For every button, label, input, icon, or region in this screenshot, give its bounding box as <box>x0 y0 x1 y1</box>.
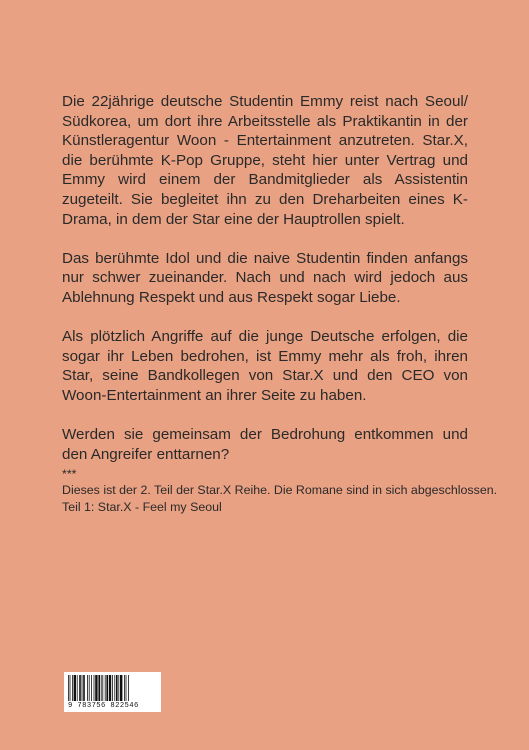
part-one-note: Teil 1: Star.X - Feel my Seoul <box>62 499 222 514</box>
barcode-bar <box>98 675 100 701</box>
blurb-paragraph-2: Das berühmte Idol und die naive Studentin finden anfangs nur schwer zueinander. Nach und nach wird jedoch aus Ablehnung Respekt und aus Respekt sogar Liebe. <box>62 249 468 306</box>
barcode-bar <box>116 675 118 701</box>
barcode-bar <box>112 675 113 701</box>
isbn-barcode <box>64 672 161 712</box>
blurb-paragraph-1: Die 22jährige deutsche Studentin Emmy reist nach Seoul/ Südkorea, um dort ihre Arbeitsstelle als Praktikantin in der Künstleragentur Woon - Entertainment anzutreten. Star.X, die berühmte K-Pop Gruppe, steht hier unter Vertrag und Emmy wird einem der Bandmitglieder als Assistentin zugeteilt. Sie begleitet ihn zu den Dreharbeiten eines K-Drama, in dem der Star eine der Hauptrollen spielt. <box>62 93 468 228</box>
barcode-bar <box>82 675 83 701</box>
barcode-bar <box>128 675 129 701</box>
series-note: Dieses ist der 2. Teil der Star.X Reihe. Die Romane sind in sich abgeschlossen. <box>62 483 498 498</box>
barcode-bar <box>105 675 106 701</box>
barcode-bar <box>101 675 102 701</box>
blurb-paragraph-3: Als plötzlich Angriffe auf die junge Deutsche erfolgen, die sogar ihr Leben bedrohen, ist Emmy mehr als froh, ihren Star, seine Bandkollegen von Star.X und den CEO von Woon-Entertainment an ihrer Seite zu haben. <box>62 328 468 404</box>
barcode-bar <box>95 675 97 701</box>
barcode-bar <box>83 675 85 701</box>
barcode-bar <box>91 675 92 701</box>
barcode-bar <box>124 675 125 701</box>
barcode-bar <box>72 675 73 701</box>
barcode-bar <box>68 675 69 701</box>
barcode-bar <box>94 675 95 701</box>
blurb-paragraph-4: Werden sie gemeinsam der Bedrohung entkommen und den Angreifer enttarnen? <box>62 426 468 463</box>
series-notes <box>62 466 498 515</box>
barcode-bar <box>87 675 88 701</box>
notes-separator: *** <box>62 467 77 481</box>
barcode-bar <box>89 675 90 701</box>
barcode-bar <box>102 675 103 701</box>
barcode-bars <box>68 675 157 701</box>
barcode-bar <box>114 675 115 701</box>
barcode-bar <box>70 675 71 701</box>
barcode-bar <box>109 675 111 701</box>
isbn-digits: 9 783756 822546 <box>68 702 139 710</box>
barcode-bar <box>120 675 122 701</box>
barcode-bar <box>126 675 127 701</box>
barcode-bar <box>106 675 108 701</box>
barcode-bar <box>77 675 78 701</box>
back-cover-blurb <box>62 92 468 484</box>
barcode-bar <box>118 675 119 701</box>
barcode-bar <box>79 675 81 701</box>
barcode-bar <box>74 675 76 701</box>
